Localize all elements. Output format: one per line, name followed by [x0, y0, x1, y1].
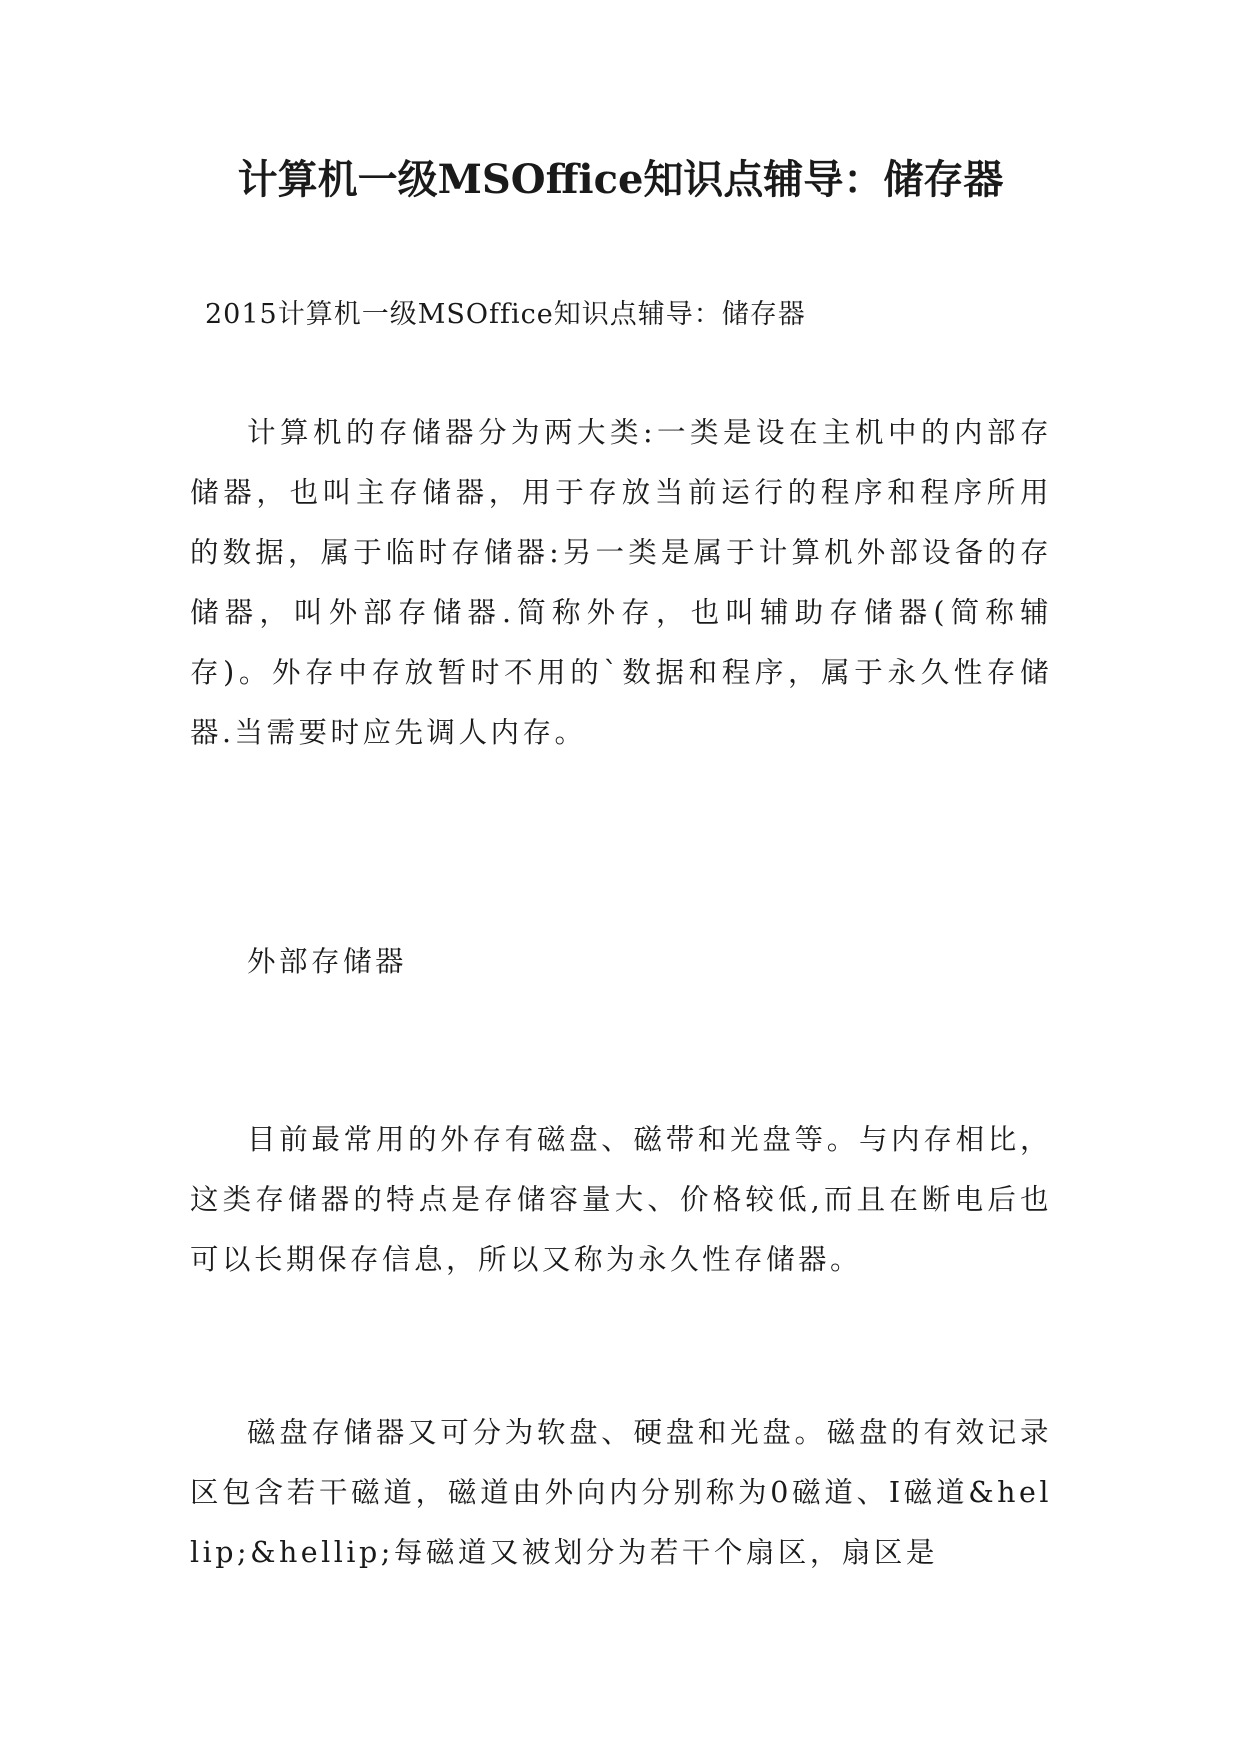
document-title: 计算机一级MSOffice知识点辅导：储存器: [237, 156, 1004, 203]
section-heading-external-storage: 外部存储器: [247, 945, 408, 978]
document-subtitle: 2015计算机一级MSOffice知识点辅导：储存器: [205, 299, 806, 330]
paragraph-external-storage-types: 目前最常用的外存有磁盘、磁带和光盘等。与内存相比，这类存储器的特点是存储容量大、价格较低,而且在断电后也可以长期保存信息，所以又称为永久性存储器。: [190, 1123, 1052, 1276]
paragraph-storage-categories: 计算机的存储器分为两大类:一类是设在主机中的内部存储器，也叫主存储器，用于存放当前运行的程序和程序所用的数据，属于临时存储器:另一类是属于计算机外部设备的存储器，叫外部存储器.简称外存，也叫辅助存储器(简称辅存)。外存中存放暂时不用的`数据和程序，属于永久性存储器.当需要时应先调人内存。: [190, 416, 1052, 749]
paragraph-disk-storage: 磁盘存储器又可分为软盘、硬盘和光盘。磁盘的有效记录区包含若干磁道，磁道由外向内分别称为0磁道、I磁道&hellip;&hellip;每磁道又被划分为若干个扇区，扇区是: [190, 1416, 1052, 1569]
